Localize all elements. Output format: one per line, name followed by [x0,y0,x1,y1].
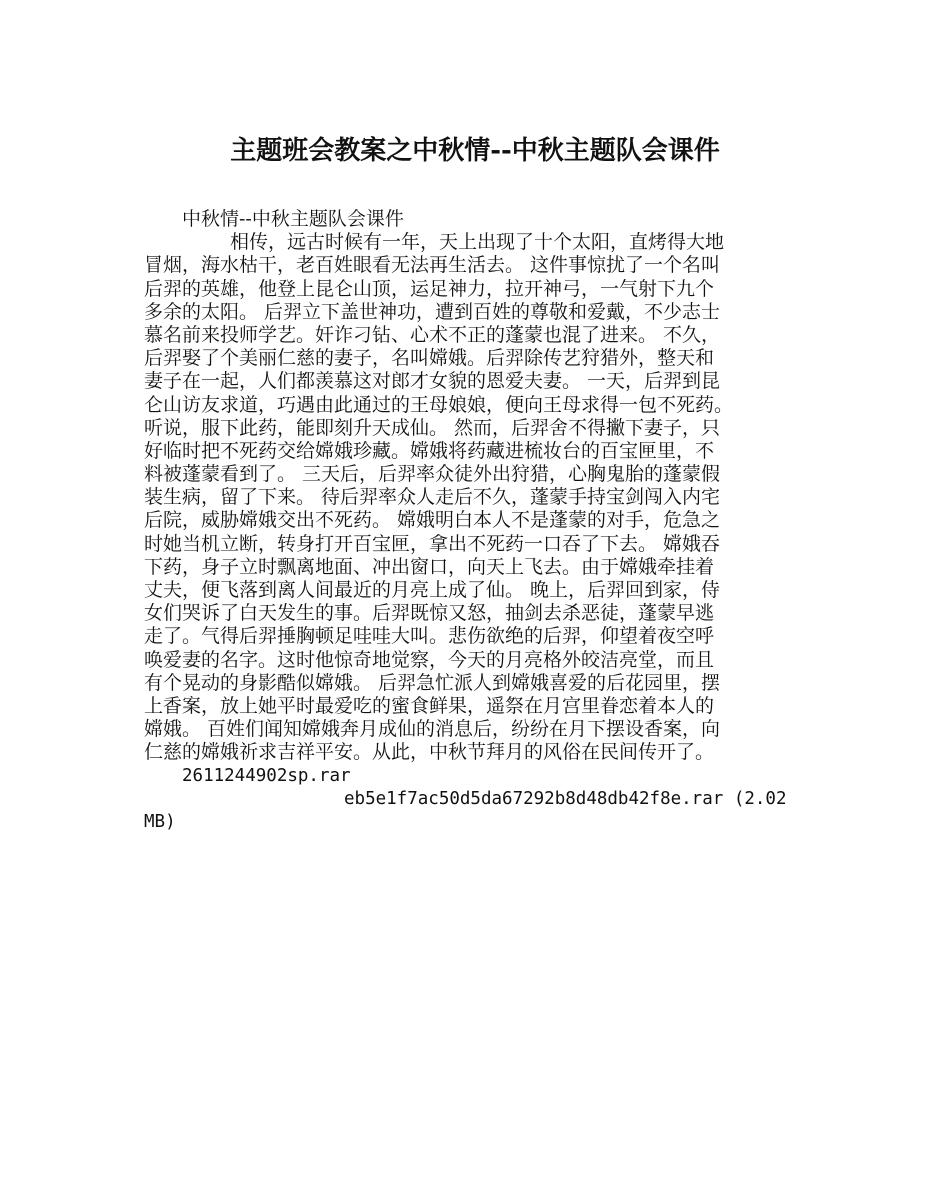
paragraph-line: 仑山访友求道，巧遇由此通过的王母娘娘，便向王母求得一包不死药。 [144,393,734,416]
paragraph-line: 有个晃动的身影酷似嫦娥。 后羿急忙派人到嫦娥喜爱的后花园里，摆 [144,671,721,694]
paragraph-line: 后羿的英雄，他登上昆仑山顶，运足神力，拉开神弓，一气射下九个 [144,277,715,300]
paragraph-line: 女们哭诉了白天发生的事。后羿既惊又怒，抽剑去杀恶徒，蓬蒙早逃 [144,602,715,625]
paragraph-line: 唤爱妻的名字。这时他惊奇地觉察，今天的月亮格外皎洁亮堂，而且 [144,648,715,671]
paragraph-line: 装生病，留了下来。 待后羿率众人走后不久，蓬蒙手持宝剑闯入内宅 [144,486,721,509]
paragraph-line: 仁慈的嫦娥祈求吉祥平安。从此，中秋节拜月的风俗在民间传开了。 [144,741,715,764]
paragraph-line: 后羿娶了个美丽仁慈的妻子，名叫嫦娥。后羿除传艺狩猎外，整天和 [144,347,715,370]
paragraph-line: 相传，远古时候有一年，天上出现了十个太阳，直烤得大地 [230,231,725,254]
document-body [144,208,814,834]
attachment-file-link[interactable]: eb5e1f7ac50d5da67292b8d48db42f8e.rar (2.02 [344,788,787,809]
paragraph-line: 后院，威胁嫦娥交出不死药。 嫦娥明白本人不是蓬蒙的对手，危急之 [144,509,721,532]
document-title: 主题班会教案之中秋情--中秋主题队会课件 [230,136,720,166]
document-subtitle: 中秋情--中秋主题队会课件 [182,208,404,230]
paragraph-line: 下药，身子立时飘离地面、冲出窗口，向天上飞去。由于嫦娥牵挂着 [144,555,715,578]
paragraph-line: 嫦娥。 百姓们闻知嫦娥奔月成仙的消息后，纷纷在月下摆设香案，向 [144,718,721,741]
paragraph-line: 听说，服下此药，能即刻升天成仙。 然而，后羿舍不得撇下妻子，只 [144,416,721,439]
paragraph-line: 多余的太阳。 后羿立下盖世神功，遭到百姓的尊敬和爱戴，不少志士 [144,300,721,323]
paragraph-line: 丈夫，便飞落到离人间最近的月亮上成了仙。 晚上，后羿回到家，侍 [144,579,721,601]
paragraph-line: 慕名前来投师学艺。奸诈刁钻、心术不正的蓬蒙也混了进来。 不久， [144,323,721,346]
paragraph-line: 冒烟，海水枯干，老百姓眼看无法再生活去。 这件事惊扰了一个名叫 [144,254,721,277]
paragraph-line: 时她当机立断，转身打开百宝匣，拿出不死药一口吞了下去。 嫦娥吞 [144,532,721,555]
paragraph-line: 妻子在一起，人们都羡慕这对郎才女貌的恩爱夫妻。 一天，后羿到昆 [144,370,721,393]
paragraph-line: 好临时把不死药交给嫦娥珍藏。嫦娥将药藏进梳妆台的百宝匣里，不 [144,439,715,462]
attachment-name[interactable]: 2611244902sp.rar [182,765,351,786]
paragraph-line: 上香案，放上她平时最爱吃的蜜食鲜果，遥祭在月宫里眷恋着本人的 [144,694,715,717]
paragraph-line: 料被蓬蒙看到了。 三天后，后羿率众徒外出狩猎，心胸鬼胎的蓬蒙假 [144,463,721,486]
attachment-file-size: MB) [144,811,176,832]
paragraph-line: 走了。气得后羿捶胸顿足哇哇大叫。悲伤欲绝的后羿，仰望着夜空呼 [144,625,715,648]
